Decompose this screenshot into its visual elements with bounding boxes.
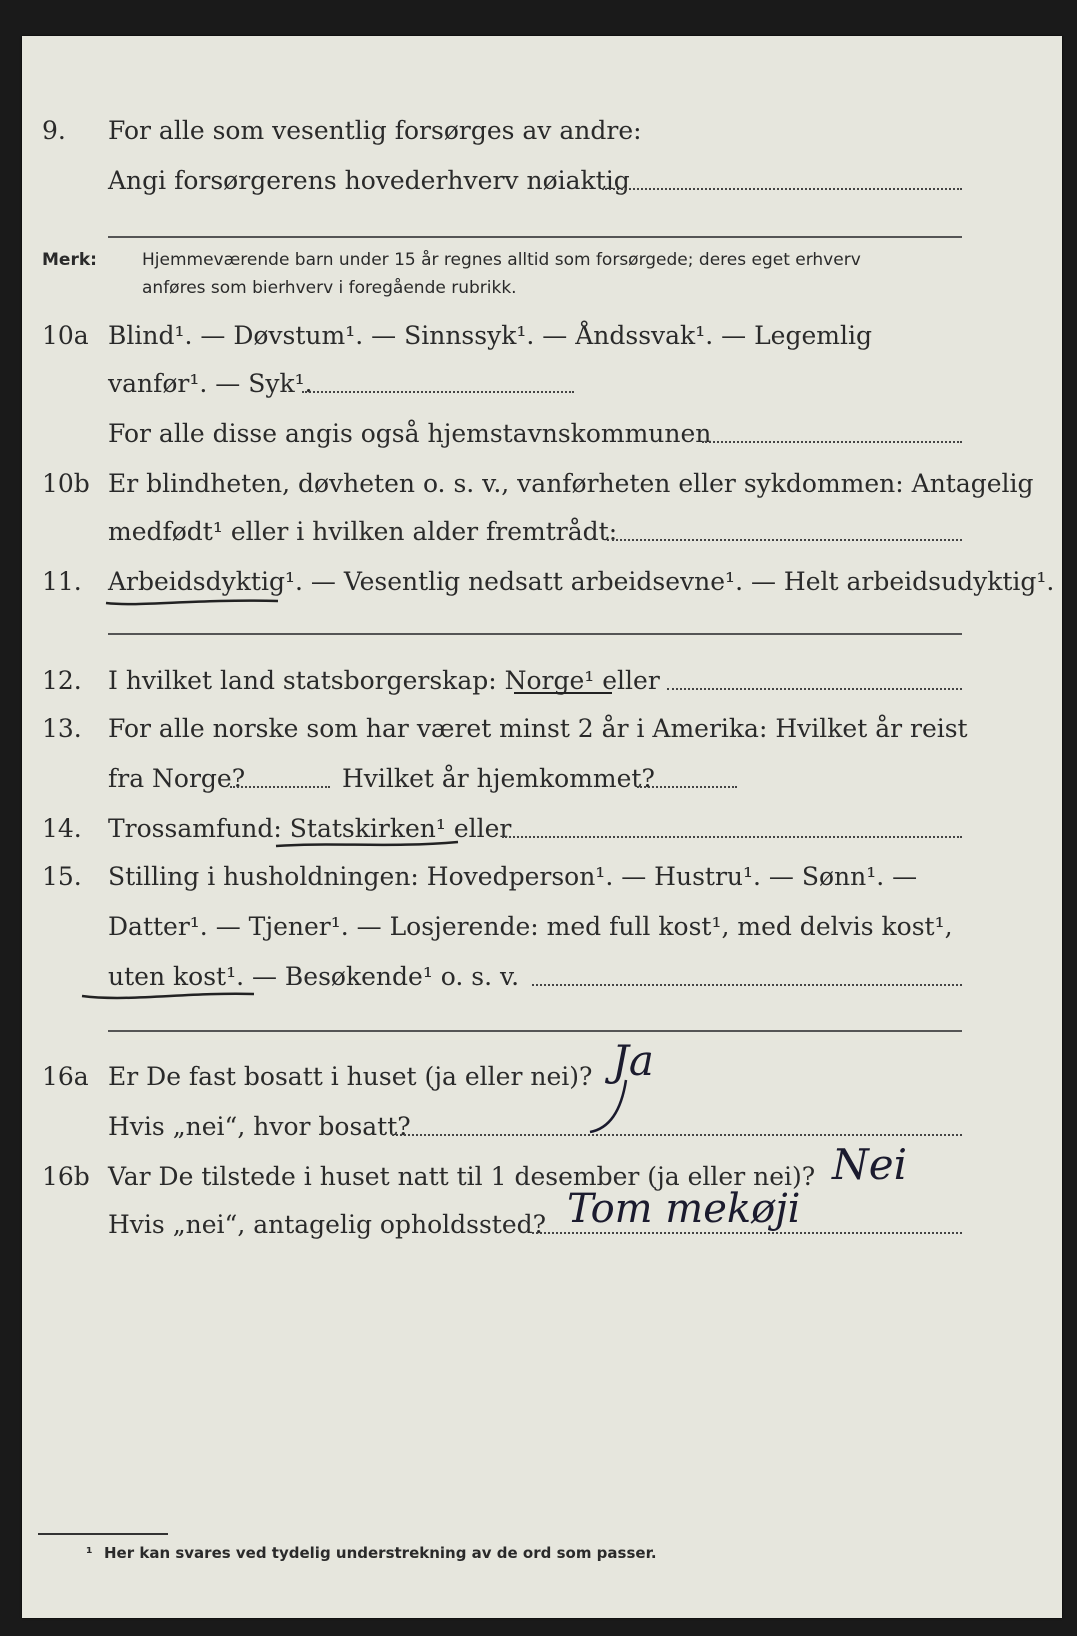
- q16a-text-line2: Hvis „nei“, hvor bosatt?: [108, 1112, 411, 1141]
- merk-text-line1: Hjemmeværende barn under 15 år regnes alltid som forsørgede; deres eget erhverv: [142, 250, 861, 270]
- q12-answer-line[interactable]: [667, 688, 962, 690]
- section-divider: [108, 236, 962, 238]
- q12-number: 12.: [42, 666, 82, 695]
- q10b-row2: [22, 517, 1062, 557]
- q13-reist-answer-line[interactable]: [230, 786, 330, 788]
- q12-text-line1: I hvilket land statsborgerskap: Norge¹ eller: [108, 666, 660, 695]
- merk-label: Merk:: [42, 250, 97, 270]
- q10b-text-line2: medfødt¹ eller i hvilken alder fremtrådt:: [108, 517, 618, 546]
- q10a-row2: [22, 369, 1062, 409]
- q9-answer-line[interactable]: [602, 188, 962, 190]
- q15-handwritten-underline: [78, 984, 258, 1006]
- q16b-row2: [22, 1210, 1062, 1250]
- q16b-handwritten-opholdssted[interactable]: Tom mekøji: [567, 1186, 801, 1232]
- section-divider-3: [108, 1030, 962, 1032]
- section-divider-2: [108, 633, 962, 635]
- q10a-answer-line[interactable]: [302, 391, 574, 393]
- q10a-text-line3: For alle disse angis også hjemstavnskommunen: [108, 419, 712, 448]
- q15-row: [22, 862, 1062, 902]
- q16a-bosatt-answer-line[interactable]: [392, 1134, 962, 1136]
- q10a-text-line2: vanfør¹. — Syk¹.: [108, 369, 313, 398]
- q10b-row: [22, 469, 1062, 509]
- q16b-text-line2: Hvis „nei“, antagelig opholdssted?: [108, 1210, 547, 1239]
- q16a-row: [22, 1062, 1062, 1102]
- q13-row: [22, 714, 1062, 754]
- q10b-text-line1: Er blindheten, døvheten o. s. v., vanførheten eller sykdommen: Antagelig: [108, 469, 1034, 498]
- footnote-text: Her kan svares ved tydelig understrekning av de ord som passer.: [104, 1544, 657, 1562]
- q9-row: [22, 116, 1062, 156]
- q13-text-line2b: Hvilket år hjemkommet?: [342, 764, 655, 793]
- q16b-handwritten-answer[interactable]: Nei: [832, 1140, 908, 1189]
- q9-text-line2: Angi forsørgerens hovederhverv nøiaktig: [108, 166, 630, 195]
- q13-row2: [22, 764, 1062, 804]
- q16b-opholdssted-answer-line[interactable]: [532, 1232, 962, 1234]
- q14-number: 14.: [42, 814, 82, 843]
- q10a-row: [22, 321, 1062, 361]
- q13-hjemkommet-answer-line[interactable]: [637, 786, 737, 788]
- q15-number: 15.: [42, 862, 82, 891]
- q15-row2: [22, 912, 1062, 952]
- q9-text-line1: For alle som vesentlig forsørges av andre:: [108, 116, 642, 145]
- q13-text-line1: For alle norske som har været minst 2 år i Amerika: Hvilket år reist: [108, 714, 968, 743]
- merk-text-line2: anføres som bierhverv i foregående rubrikk.: [142, 278, 517, 298]
- footnote-row: [22, 1544, 1062, 1584]
- q14-handwritten-underline: [272, 836, 462, 854]
- q15-text-line2: Datter¹. — Tjener¹. — Losjerende: med full kost¹, med delvis kost¹,: [108, 912, 953, 941]
- q11-number: 11.: [42, 567, 82, 596]
- footnote-rule: [38, 1533, 168, 1535]
- q16a-handwritten-answer[interactable]: Ja: [612, 1036, 654, 1085]
- q10a-number: 10a: [42, 321, 89, 350]
- q13-text-line2a: fra Norge?: [108, 764, 246, 793]
- q16b-number: 16b: [42, 1162, 90, 1191]
- q16a-text-line1: Er De fast bosatt i huset (ja eller nei)?: [108, 1062, 593, 1091]
- q14-row: [22, 814, 1062, 854]
- q15-text-line3: uten kost¹. — Besøkende¹ o. s. v.: [108, 962, 520, 991]
- q15-answer-line[interactable]: [532, 984, 962, 986]
- q16a-number: 16a: [42, 1062, 89, 1091]
- q10b-answer-line[interactable]: [607, 539, 962, 541]
- q14-text-line1: Trossamfund: Statskirken¹ eller: [108, 814, 512, 843]
- q10a-hjemstavn-line[interactable]: [702, 441, 962, 443]
- footnote-mark: ¹: [86, 1544, 93, 1562]
- q9-row2: [22, 166, 1062, 206]
- merk-text-row2: [22, 278, 1062, 318]
- q12-norge-underline: [514, 692, 612, 694]
- q12-row: [22, 666, 1062, 706]
- q10a-text-line1: Blind¹. — Døvstum¹. — Sinnssyk¹. — Åndssvak¹. — Legemlig: [108, 321, 872, 350]
- q11-handwritten-underline: [102, 591, 282, 611]
- q11-text-line1: Arbeidsdyktig¹. — Vesentlig nedsatt arbeidsevne¹. — Helt arbeidsudyktig¹.: [108, 567, 1055, 596]
- census-form-page: [22, 36, 1062, 1618]
- q16b-text-line1: Var De tilstede i huset natt til 1 desember (ja eller nei)?: [108, 1162, 816, 1191]
- q10a-row3: [22, 419, 1062, 459]
- q14-answer-line[interactable]: [502, 836, 962, 838]
- q15-text-line1: Stilling i husholdningen: Hovedperson¹. — Hustru¹. — Sønn¹. —: [108, 862, 918, 891]
- q10b-number: 10b: [42, 469, 90, 498]
- q13-number: 13.: [42, 714, 82, 743]
- q9-number: 9.: [42, 116, 66, 145]
